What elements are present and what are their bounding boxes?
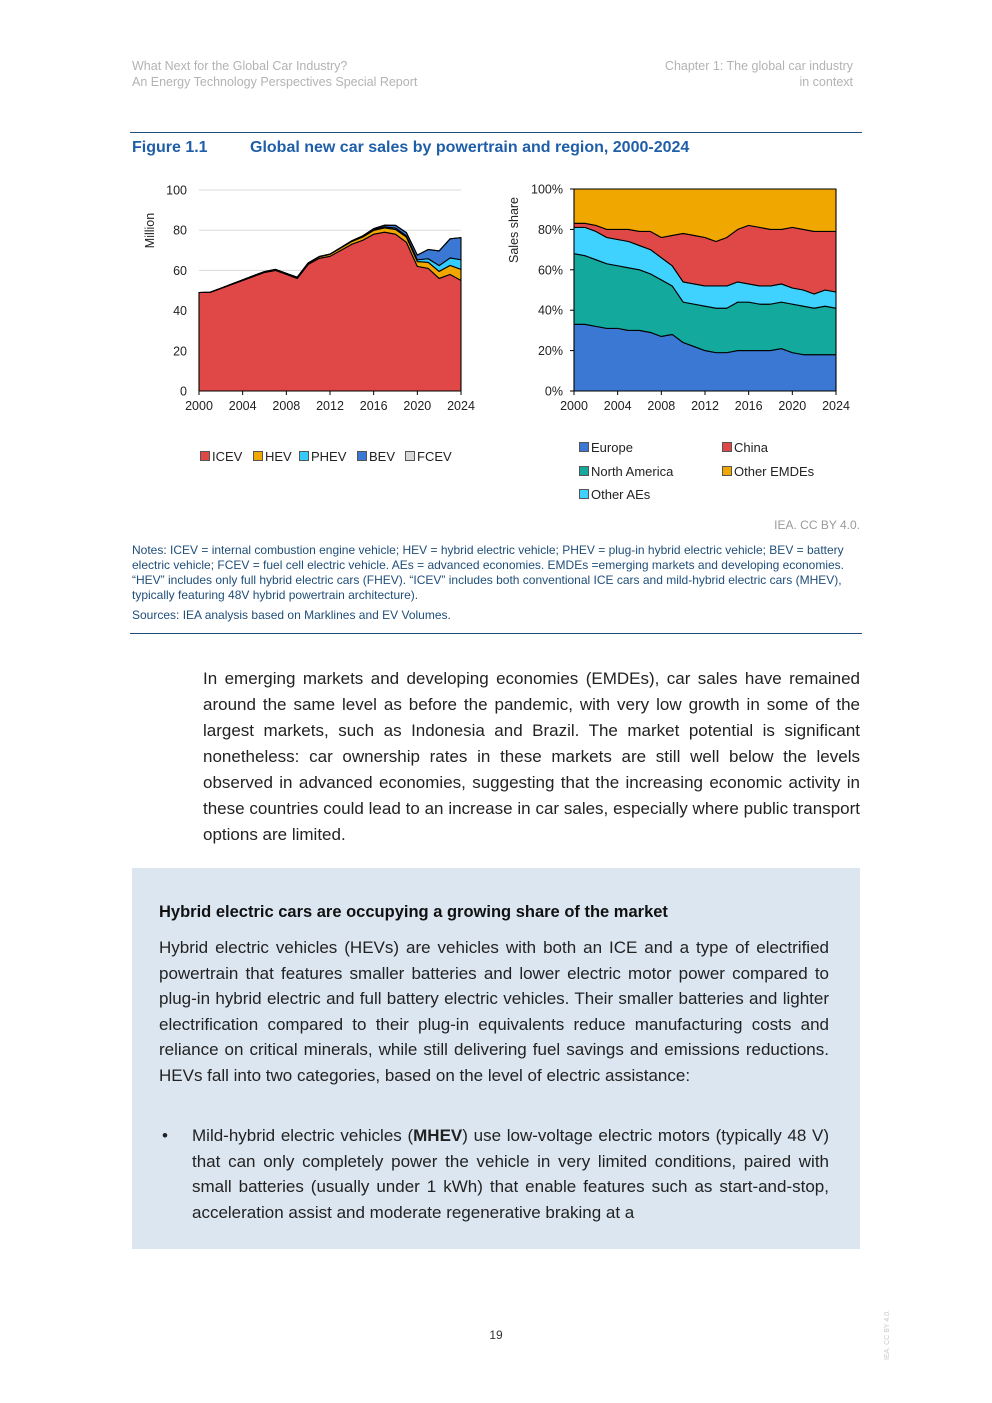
legend-item-north-america (579, 464, 673, 479)
legend-swatch (722, 466, 732, 476)
legend-label: Europe (591, 440, 633, 455)
legend-label: FCEV (417, 449, 452, 464)
y-tick-label: 100% (531, 182, 563, 197)
legend-swatch (722, 442, 732, 452)
y-tick-label: 40 (173, 304, 187, 319)
legend-swatch (253, 451, 263, 461)
hybrid-info-box (132, 868, 860, 1249)
legend-label: HEV (265, 449, 292, 464)
emde-paragraph: In emerging markets and developing economies (EMDEs), car sales have remained around the same level as before the pandemic, with very low growth in some of the largest markets, such as Indonesia and Brazil. The market potential is significant nonetheless: car ownership rates in these markets are still well below the levels observed in advanced economies, suggesting that the increasing economic activity in these countries could lead to an increase in car sales, especially where public transport options are limited. (203, 669, 860, 844)
x-tick-label: 2016 (734, 399, 763, 413)
figure-sources: Sources: IEA analysis based on Marklines and EV Volumes. (132, 608, 451, 622)
bullet-symbol: • (162, 1126, 168, 1145)
y-tick-label: 80 (173, 223, 187, 238)
legend-item-phev (299, 449, 346, 464)
figure-number: Figure 1.1 (132, 139, 208, 156)
legend-label: China (734, 440, 768, 455)
legend-swatch (405, 451, 415, 461)
x-tick-label: 2000 (185, 399, 213, 413)
legend-swatch (579, 466, 589, 476)
side-credit: IEA. CC BY 4.0. (884, 1309, 891, 1360)
y-tick-label: 60% (537, 263, 563, 278)
x-tick-label: 2012 (316, 399, 344, 413)
chapter-title-cont: in context (799, 75, 853, 89)
x-tick-label: 2004 (603, 399, 632, 413)
figure-top-rule (130, 132, 862, 133)
figure-notes: Notes: ICEV = internal combustion engine vehicle; HEV = hybrid electric vehicle; PHEV = plug-in hybrid electric vehicle; BEV = battery electric vehicle; FCEV = fuel cell electric vehicle. AEs = advanced economies. EMDEs =emerging markets and developing economies. “HEV” includes only full hybrid electric cars (FHEV). “ICEV” includes both conventional ICE cars and mild-hybrid electric cars (MHEV), typically featuring 48V hybrid powertrain architecture). (132, 543, 845, 602)
legend-item-hev (253, 449, 292, 464)
y-tick-label: 20 (173, 344, 187, 359)
figure-credit: IEA. CC BY 4.0. (774, 518, 860, 532)
x-tick-label: 2016 (359, 399, 388, 413)
bullet-text-end: ) use low-voltage electric motors (typically 48 V) that can only completely power the vehicle in very limited conditions, paired with small batteries (usually under 1 kWh) that enable features such as start-and-stop, acceleration assist and moderate regenerative braking at a (192, 1126, 829, 1222)
legend-item-other-emdes (722, 464, 814, 479)
legend-item-china (722, 440, 768, 455)
x-tick-label: 2008 (272, 399, 301, 413)
legend-item-icev (200, 449, 242, 464)
chapter-title: Chapter 1: The global car industry (664, 59, 853, 73)
running-header-left (132, 58, 417, 90)
legend-swatch (579, 442, 589, 452)
running-header-right (665, 58, 853, 90)
x-tick-label: 2012 (691, 399, 719, 413)
figure-bottom-rule (130, 633, 862, 634)
legend-swatch (299, 451, 309, 461)
legend-label: ICEV (212, 449, 243, 464)
y-tick-label: 20% (537, 344, 563, 359)
y-tick-label: 60 (173, 263, 187, 278)
x-tick-label: 2020 (778, 399, 807, 413)
y-tick-label: 0% (544, 384, 563, 399)
y-axis-label: Million (143, 212, 157, 249)
legend-label: Other AEs (591, 487, 651, 502)
y-tick-label: 40% (537, 303, 563, 318)
legend-item-bev (357, 449, 395, 464)
legend-item-europe (579, 440, 633, 455)
x-tick-label: 2024 (822, 399, 850, 413)
powertrain-sales-chart (130, 175, 490, 425)
legend-item-other-aes (579, 487, 650, 502)
y-tick-label: 80% (537, 222, 563, 237)
legend-swatch (200, 451, 210, 461)
x-tick-label: 2000 (560, 399, 588, 413)
legend-swatch (357, 451, 367, 461)
region-legend (579, 440, 879, 510)
box-title: Hybrid electric cars are occupying a growing share of the market (159, 903, 668, 921)
figure-heading (132, 139, 689, 157)
y-tick-label: 100 (166, 183, 187, 198)
bullet-term: MHEV (413, 1126, 463, 1145)
legend-swatch (579, 489, 589, 499)
box-paragraph: Hybrid electric vehicles (HEVs) are vehicles with both an ICE and a type of electrified powertrain that features smaller batteries and lower electric motor power compared to plug-in hybrid electric and full battery electric vehicles. Their smaller batteries and lighter electrification compared to their plug-in equivalents reduce manufacturing costs and reliance on critical minerals, while still delivering fuel savings and emissions reductions. HEVs fall into two categories, based on the level of electric assistance: (159, 938, 829, 1085)
legend-item-fcev (405, 449, 452, 464)
legend-label: BEV (369, 449, 396, 464)
x-tick-label: 2004 (228, 399, 257, 413)
legend-label: North America (591, 464, 674, 479)
x-tick-label: 2008 (647, 399, 676, 413)
regional-share-chart (495, 175, 865, 425)
report-title: What Next for the Global Car Industry? (132, 59, 348, 73)
page-number: 19 (489, 1328, 503, 1342)
figure-title: Global new car sales by powertrain and region, 2000-2024 (250, 139, 690, 156)
y-tick-label: 0 (180, 384, 187, 399)
powertrain-legend (200, 449, 500, 469)
x-tick-label: 2024 (447, 399, 475, 413)
mhev-bullet (159, 1123, 829, 1225)
x-tick-label: 2020 (403, 399, 432, 413)
bullet-text-start: Mild-hybrid electric vehicles ( (192, 1126, 414, 1145)
legend-label: Other EMDEs (734, 464, 815, 479)
report-subtitle: An Energy Technology Perspectives Special Report (132, 75, 418, 89)
legend-label: PHEV (311, 449, 347, 464)
y-axis-label: Sales share (507, 196, 521, 264)
